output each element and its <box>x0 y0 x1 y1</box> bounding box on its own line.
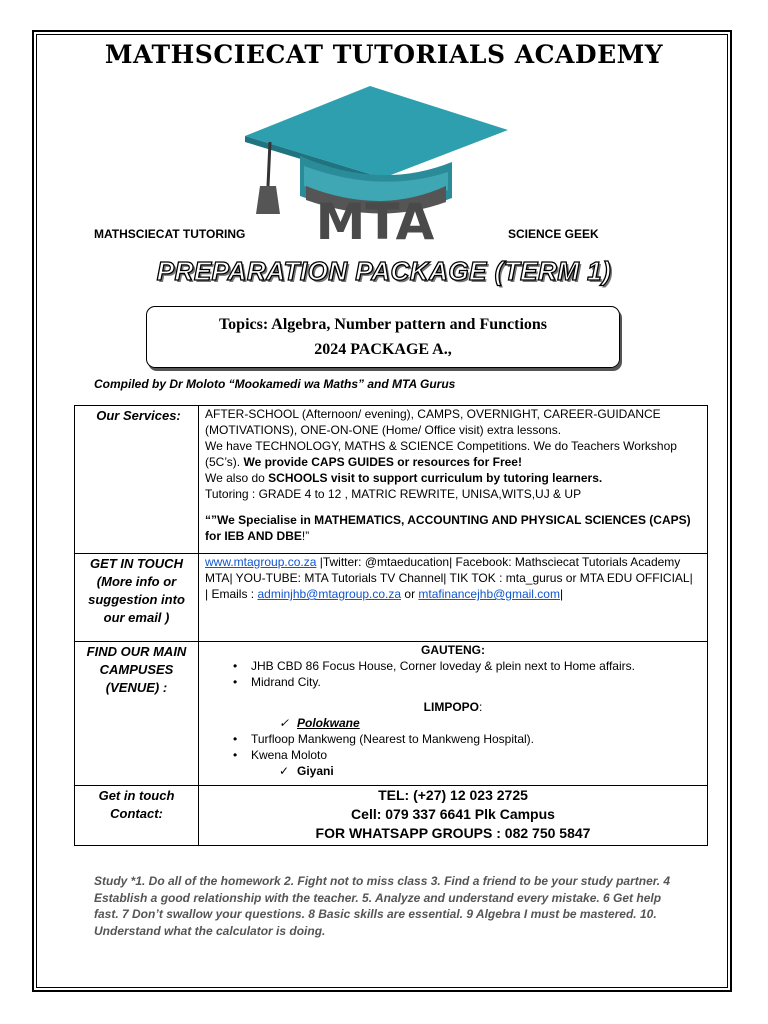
email-link-1[interactable]: adminjhb@mtagroup.co.za <box>257 587 402 601</box>
list-item: • Midrand City. <box>251 674 701 690</box>
contact-row <box>75 554 708 642</box>
contact-label: GET IN TOUCH (More info or suggestion into our email ) <box>75 554 199 642</box>
compiled-by: Compiled by Dr Moloto “Mookamedi wa Maths” and MTA Gurus <box>94 377 456 391</box>
phone-label: Get in touch Contact: <box>75 786 199 846</box>
package-line: 2024 PACKAGE A., <box>314 341 452 358</box>
emails-prefix: | Emails : <box>205 587 258 601</box>
list-item-check: ✓ Giyani <box>275 763 701 779</box>
limpopo-list <box>205 715 701 779</box>
cell-line: Cell: 079 337 6641 Plk Campus <box>351 806 555 822</box>
contact-content: www.mtagroup.co.za |Twitter: @mtaeducation| Facebook: Mathsciecat Tutorials Academy MTA| YOU-TUBE: MTA Tutorials TV Channel| TIK TOK : mta_gurus or MTA EDU OFFICIAL| | Emails : adminjhb@mtagroup.co.za or mtafinancejhb@gmail.com| <box>199 554 708 642</box>
list-item-check: ✓ Polokwane <box>275 715 701 731</box>
logo-text: MTA <box>315 193 435 246</box>
specialise-text: “”We Specialise in MATHEMATICS, ACCOUNTING AND PHYSICAL SCIENCES (CAPS) for IEB AND DBE!” <box>205 513 691 543</box>
gauteng-list <box>205 658 701 690</box>
email-link-2[interactable]: mtafinancejhb@gmail.com <box>418 587 560 601</box>
list-item: • Kwena Moloto <box>251 747 701 763</box>
page-title: MATHSCIECAT TUTORIALS ACADEMY <box>104 40 664 69</box>
campuses-row <box>75 642 708 786</box>
topics-box <box>146 306 620 368</box>
limpopo-heading: LIMPOPO: <box>423 700 483 714</box>
topics-line: Topics: Algebra, Number pattern and Functions <box>218 316 548 333</box>
services-row <box>75 406 708 554</box>
services-line-3: We also do SCHOOLS visit to support curriculum by tutoring learners. <box>205 471 603 485</box>
services-label: Our Services: <box>75 406 199 554</box>
campuses-label: FIND OUR MAIN CAMPUSES (VENUE) : <box>75 642 199 786</box>
phone-row <box>75 786 708 846</box>
right-tagline: SCIENCE GEEK <box>508 227 599 241</box>
services-content <box>199 406 708 554</box>
services-line-1: AFTER-SCHOOL (Afternoon/ evening), CAMPS, OVERNIGHT, CAREER-GUIDANCE (MOTIVATIONS), ONE-ON-ONE (Home/ Office visit) extra lessons. <box>205 407 661 437</box>
graduation-cap-icon <box>240 86 510 246</box>
services-line-2: We have TECHNOLOGY, MATHS & SCIENCE Competitions. We do Teachers Workshop (5C’s). We provide CAPS GUIDES or resources for Free! <box>205 439 677 469</box>
services-line-4: Tutoring : GRADE 4 to 12 , MATRIC REWRITE, UNISA,WITS,UJ & UP <box>205 487 582 501</box>
social-text: |Twitter: @mtaeducation| Facebook: Mathsciecat Tutorials Academy MTA| YOU-TUBE: MTA Tutorials TV Channel| TIK TOK : mta_gurus or MTA EDU OFFICIAL| <box>205 555 693 585</box>
campuses-content <box>199 642 708 786</box>
website-link[interactable]: www.mtagroup.co.za <box>205 555 317 569</box>
info-table <box>74 405 708 846</box>
gauteng-heading: GAUTENG: <box>421 643 485 657</box>
list-item: • Turfloop Mankweng (Nearest to Mankweng Hospital). <box>251 731 701 747</box>
package-title: PREPARATION PACKAGE (TERM 1) <box>156 256 612 286</box>
phone-content <box>199 786 708 846</box>
tel-line: TEL: (+27) 12 023 2725 <box>378 787 528 803</box>
whatsapp-line: FOR WHATSAPP GROUPS : 082 750 5847 <box>315 825 591 841</box>
study-tips: Study *1. Do all of the homework 2. Fight not to miss class 3. Find a friend to be your study partner. 4 Establish a good relationship with the teacher. 5. Analyze and understand every mistake. 6 Get help fast. 7 Don’t swallow your questions. 8 Basic skills are essential. 9 Algebra I must be mastered. 10. Understand what the calculator is doing. <box>94 874 671 938</box>
left-tagline: MATHSCIECAT TUTORING <box>94 227 246 241</box>
list-item: • JHB CBD 86 Focus House, Corner loveday & plein next to Home affairs. <box>251 658 701 674</box>
